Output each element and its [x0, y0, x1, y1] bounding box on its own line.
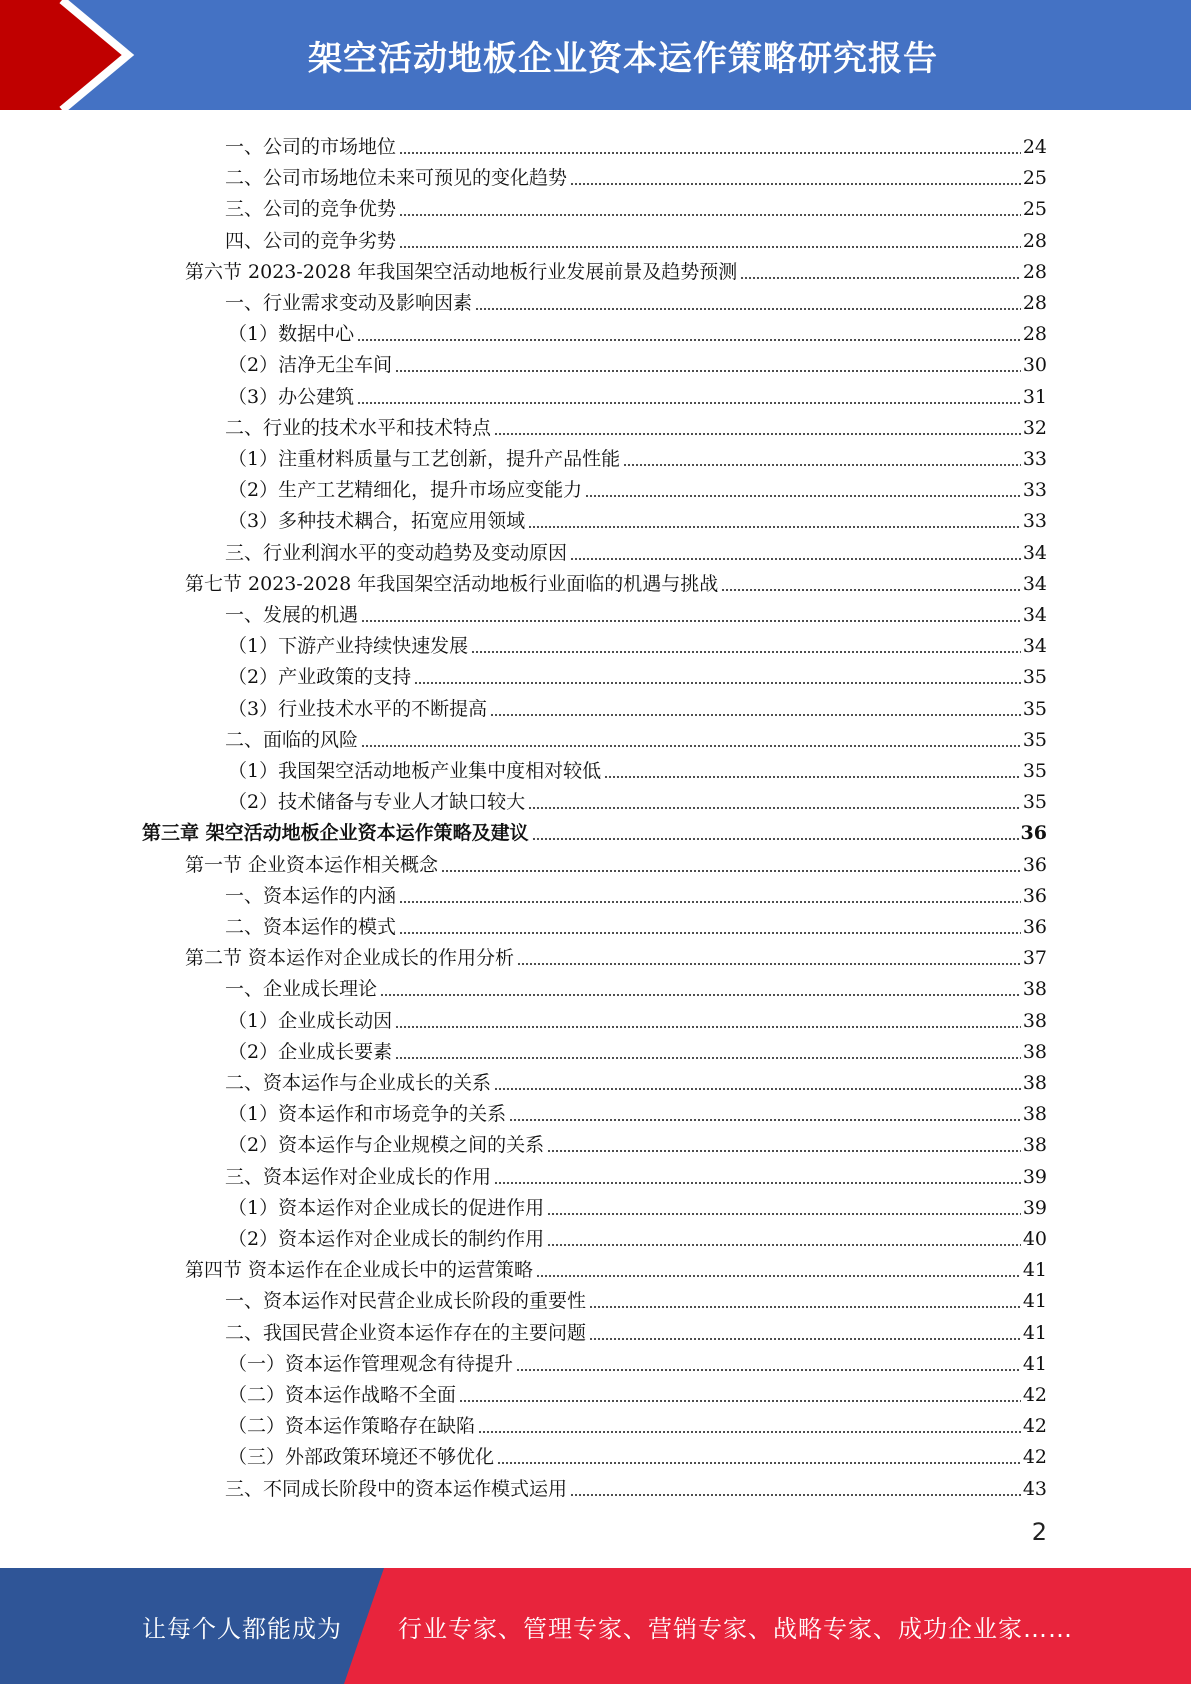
- toc-entry-page: 30: [1022, 354, 1047, 377]
- toc-entry[interactable]: [225, 1064, 1047, 1095]
- toc-entry-title: 三、资本运作对企业成长的作用: [225, 1165, 492, 1188]
- toc-entry[interactable]: [228, 1033, 1047, 1064]
- toc-entry-title: 第一节 企业资本运作相关概念: [185, 853, 439, 876]
- toc-entry[interactable]: [228, 1438, 1047, 1469]
- toc-entry-title: （3）行业技术水平的不断提高: [228, 697, 488, 720]
- toc-dot-leader: [361, 620, 1021, 622]
- toc-dot-leader: [528, 526, 1021, 528]
- toc-entry-title: 一、企业成长理论: [225, 978, 378, 1001]
- toc-entry-title: 一、资本运作的内涵: [225, 884, 397, 907]
- toc-entry[interactable]: [228, 658, 1047, 689]
- toc-dot-leader: [471, 651, 1021, 653]
- toc-entry[interactable]: [228, 690, 1047, 721]
- toc-entry-page: 28: [1022, 229, 1047, 252]
- toc-dot-leader: [475, 308, 1021, 310]
- toc-entry[interactable]: [228, 627, 1047, 658]
- toc-entry-page: 42: [1022, 1415, 1047, 1438]
- toc-entry-page: 39: [1022, 1196, 1047, 1219]
- toc-dot-leader: [478, 1431, 1021, 1433]
- toc-entry-page: 38: [1022, 1040, 1047, 1063]
- toc-entry-title: （一）资本运作管理观念有待提升: [228, 1352, 514, 1375]
- toc-entry-page: 38: [1022, 1103, 1047, 1126]
- toc-entry-page: 24: [1022, 136, 1047, 158]
- toc-entry-page: 38: [1022, 978, 1047, 1001]
- toc-dot-leader: [532, 838, 1019, 840]
- toc-entry-page: 38: [1022, 1072, 1047, 1094]
- toc-entry-page: 41: [1022, 1259, 1047, 1282]
- toc-entry[interactable]: [225, 1470, 1047, 1501]
- toc-entry[interactable]: [228, 1126, 1047, 1157]
- toc-entry[interactable]: [225, 128, 1047, 159]
- toc-entry[interactable]: [228, 783, 1047, 814]
- toc-entry[interactable]: [228, 1002, 1047, 1033]
- toc-entry-page: 36: [1020, 822, 1047, 845]
- toc-entry[interactable]: [225, 1282, 1047, 1313]
- toc-entry-page: 35: [1022, 697, 1047, 720]
- toc-entry-title: （1）资本运作和市场竞争的关系: [228, 1103, 507, 1126]
- toc-entry-page: 31: [1022, 385, 1047, 408]
- toc-entry-page: 38: [1022, 1134, 1047, 1157]
- toc-entry-page: 41: [1022, 1290, 1047, 1313]
- toc-entry-title: 第六节 2023-2028 年我国架空活动地板行业发展前景及趋势预测: [185, 260, 738, 283]
- toc-entry[interactable]: [225, 190, 1047, 221]
- toc-entry-title: （2）产业政策的支持: [228, 666, 412, 689]
- toc-dot-leader: [399, 246, 1021, 248]
- toc-dot-leader: [399, 152, 1021, 154]
- toc-entry-title: （3）多种技术耦合，拓宽应用领域: [228, 510, 526, 533]
- toc-dot-leader: [604, 776, 1021, 778]
- toc-entry-page: 33: [1022, 510, 1047, 533]
- toc-dot-leader: [441, 870, 1021, 872]
- toc-entry[interactable]: [185, 565, 1047, 596]
- toc-entry[interactable]: [185, 1251, 1047, 1282]
- toc-entry[interactable]: [185, 253, 1047, 284]
- toc-entry[interactable]: [225, 970, 1047, 1001]
- toc-entry[interactable]: [228, 1376, 1047, 1407]
- toc-dot-leader: [516, 1369, 1021, 1371]
- toc-dot-leader: [509, 1119, 1021, 1121]
- toc-entry-page: 40: [1022, 1228, 1047, 1250]
- toc-entry-title: 一、行业需求变动及影响因素: [225, 292, 473, 314]
- toc-entry-title: 第三章 架空活动地板企业资本运作策略及建议: [142, 822, 529, 845]
- toc-dot-leader: [547, 1150, 1021, 1152]
- toc-dot-leader: [740, 277, 1021, 279]
- toc-entry[interactable]: [228, 752, 1047, 783]
- toc-entry[interactable]: [225, 1158, 1047, 1189]
- toc-entry-page: 37: [1022, 947, 1047, 970]
- toc-dot-leader: [494, 1088, 1021, 1090]
- toc-entry[interactable]: [228, 378, 1047, 409]
- toc-entry[interactable]: [228, 1095, 1047, 1126]
- header-arrow-icon: [0, 0, 160, 110]
- toc-entry-title: 二、面临的风险: [225, 728, 359, 751]
- report-title: 架空活动地板企业资本运作策略研究报告: [308, 38, 938, 79]
- toc-entry-page: 33: [1022, 479, 1047, 502]
- toc-entry[interactable]: [228, 346, 1047, 377]
- toc-entry-title: （3）办公建筑: [228, 385, 355, 408]
- toc-entry-title: （二）资本运作策略存在缺陷: [228, 1415, 476, 1438]
- toc-entry-page: 39: [1022, 1165, 1047, 1188]
- toc-entry-page: 35: [1022, 666, 1047, 689]
- toc-entry-title: 第七节 2023-2028 年我国架空活动地板行业面临的机遇与挑战: [185, 572, 719, 595]
- toc-entry[interactable]: [225, 1314, 1047, 1345]
- toc-entry-title: 第二节 资本运作对企业成长的作用分析: [185, 947, 515, 970]
- toc-entry-title: 三、公司的竞争优势: [225, 198, 397, 221]
- toc-dot-leader: [517, 963, 1021, 965]
- toc-entry-title: （1）注重材料质量与工艺创新，提升产品性能: [228, 448, 621, 470]
- toc-entry-title: 三、行业利润水平的变动趋势及变动原因: [225, 541, 568, 564]
- toc-dot-leader: [459, 1400, 1021, 1402]
- toc-entry-title: 一、发展的机遇: [225, 604, 359, 626]
- toc-entry-page: 34: [1022, 572, 1047, 595]
- toc-entry-title: 二、资本运作的模式: [225, 916, 397, 938]
- toc-entry[interactable]: [225, 534, 1047, 565]
- toc-dot-leader: [585, 495, 1021, 497]
- toc-dot-leader: [395, 370, 1021, 372]
- toc-entry[interactable]: [228, 1189, 1047, 1220]
- footer-slogan-left: 让每个人都能成为: [142, 1614, 342, 1643]
- toc-entry-page: 42: [1022, 1384, 1047, 1406]
- toc-entry[interactable]: [185, 846, 1047, 877]
- toc-entry-title: 二、行业的技术水平和技术特点: [225, 416, 492, 439]
- toc-entry[interactable]: [228, 1345, 1047, 1376]
- toc-entry[interactable]: [185, 939, 1047, 970]
- toc-entry-title: 四、公司的竞争劣势: [225, 229, 397, 252]
- toc-entry-page: 36: [1022, 884, 1047, 907]
- toc-dot-leader: [494, 433, 1021, 435]
- toc-dot-leader: [589, 1338, 1021, 1340]
- toc-entry-title: （2）资本运作与企业规模之间的关系: [228, 1134, 545, 1157]
- toc-entry-title: （1）数据中心: [228, 323, 355, 346]
- toc-entry-title: （2）洁净无尘车间: [228, 354, 393, 377]
- toc-entry-title: 二、资本运作与企业成长的关系: [225, 1072, 492, 1094]
- toc-dot-leader: [570, 558, 1021, 560]
- toc-entry-title: （1）企业成长动因: [228, 1009, 393, 1032]
- toc-dot-leader: [536, 1275, 1021, 1277]
- toc-entry-page: 34: [1022, 635, 1047, 658]
- toc-entry-title: （1）我国架空活动地板产业集中度相对较低: [228, 760, 602, 782]
- toc-dot-leader: [570, 1494, 1021, 1496]
- toc-entry[interactable]: [228, 1407, 1047, 1438]
- toc-entry-title: （1）资本运作对企业成长的促进作用: [228, 1196, 545, 1219]
- toc-entry-page: 43: [1022, 1477, 1047, 1500]
- toc-entry-page: 33: [1022, 448, 1047, 470]
- toc-entry[interactable]: [225, 908, 1047, 939]
- toc-dot-leader: [494, 1182, 1021, 1184]
- toc-dot-leader: [490, 714, 1021, 716]
- toc-dot-leader: [721, 589, 1021, 591]
- toc-dot-leader: [395, 1057, 1021, 1059]
- toc-entry-title: 二、我国民营企业资本运作存在的主要问题: [225, 1321, 587, 1344]
- toc-entry-page: 28: [1022, 260, 1047, 283]
- toc-dot-leader: [357, 339, 1021, 341]
- toc-entry-title: （三）外部政策环境还不够优化: [228, 1446, 495, 1469]
- toc-dot-leader: [589, 1306, 1021, 1308]
- toc-dot-leader: [361, 745, 1021, 747]
- header-band: [0, 0, 1191, 110]
- toc-entry[interactable]: [228, 471, 1047, 502]
- toc-entry-page: 25: [1022, 198, 1047, 221]
- page-number: 2: [1031, 1518, 1047, 1546]
- toc-entry-title: （2）技术储备与专业人才缺口较大: [228, 791, 526, 814]
- toc-entry[interactable]: [225, 596, 1047, 627]
- toc-entry-page: 36: [1022, 916, 1047, 938]
- toc-dot-leader: [547, 1213, 1021, 1215]
- toc-entry[interactable]: [228, 1220, 1047, 1251]
- toc-entry-page: 35: [1022, 728, 1047, 751]
- toc-entry-page: 28: [1022, 323, 1047, 346]
- toc-entry-title: （2）生产工艺精细化，提升市场应变能力: [228, 479, 583, 502]
- toc-dot-leader: [399, 932, 1021, 934]
- toc-entry-page: 25: [1022, 167, 1047, 190]
- toc-entry-page: 42: [1022, 1446, 1047, 1469]
- toc-entry-page: 38: [1022, 1009, 1047, 1032]
- footer-band: [0, 1568, 1191, 1684]
- toc-entry-title: 一、资本运作对民营企业成长阶段的重要性: [225, 1290, 587, 1313]
- toc-entry-title: 第四节 资本运作在企业成长中的运营策略: [185, 1259, 534, 1282]
- toc-entry[interactable]: [225, 877, 1047, 908]
- toc-entry[interactable]: [225, 222, 1047, 253]
- toc-entry[interactable]: [225, 284, 1047, 315]
- toc-entry[interactable]: [225, 159, 1047, 190]
- toc-dot-leader: [395, 1026, 1021, 1028]
- footer-slogan-right: 行业专家、管理专家、营销专家、战略专家、成功企业家……: [398, 1614, 1073, 1643]
- toc-entry[interactable]: [142, 814, 1047, 845]
- toc-entry-title: 一、公司的市场地位: [225, 136, 397, 158]
- toc-entry-page: 32: [1022, 416, 1047, 439]
- toc-entry-title: （二）资本运作战略不全面: [228, 1384, 457, 1406]
- toc-dot-leader: [399, 901, 1021, 903]
- toc-entry-page: 28: [1022, 292, 1047, 314]
- toc-entry-page: 41: [1022, 1352, 1047, 1375]
- toc-dot-leader: [380, 994, 1021, 996]
- toc-entry[interactable]: [225, 409, 1047, 440]
- toc-entry[interactable]: [228, 440, 1047, 471]
- toc-entry-page: 35: [1022, 760, 1047, 782]
- toc-dot-leader: [399, 214, 1021, 216]
- toc-entry-title: （2）企业成长要素: [228, 1040, 393, 1063]
- toc-dot-leader: [528, 807, 1021, 809]
- toc-dot-leader: [414, 682, 1021, 684]
- toc-entry-title: （2）资本运作对企业成长的制约作用: [228, 1228, 545, 1250]
- toc-entry-title: （1）下游产业持续快速发展: [228, 635, 469, 658]
- toc-dot-leader: [570, 183, 1021, 185]
- toc-dot-leader: [357, 402, 1021, 404]
- toc-entry-page: 36: [1022, 853, 1047, 876]
- toc-entry[interactable]: [228, 315, 1047, 346]
- toc-entry[interactable]: [228, 502, 1047, 533]
- toc-entry-page: 34: [1022, 541, 1047, 564]
- toc-entry-title: 二、公司市场地位未来可预见的变化趋势: [225, 167, 568, 190]
- toc-entry-page: 41: [1022, 1321, 1047, 1344]
- toc-entry-page: 35: [1022, 791, 1047, 814]
- toc-dot-leader: [547, 1244, 1021, 1246]
- toc-entry[interactable]: [225, 721, 1047, 752]
- toc-dot-leader: [623, 464, 1021, 466]
- toc-dot-leader: [497, 1462, 1021, 1464]
- toc-entry-title: 三、不同成长阶段中的资本运作模式运用: [225, 1477, 568, 1500]
- toc-entry-page: 34: [1022, 604, 1047, 626]
